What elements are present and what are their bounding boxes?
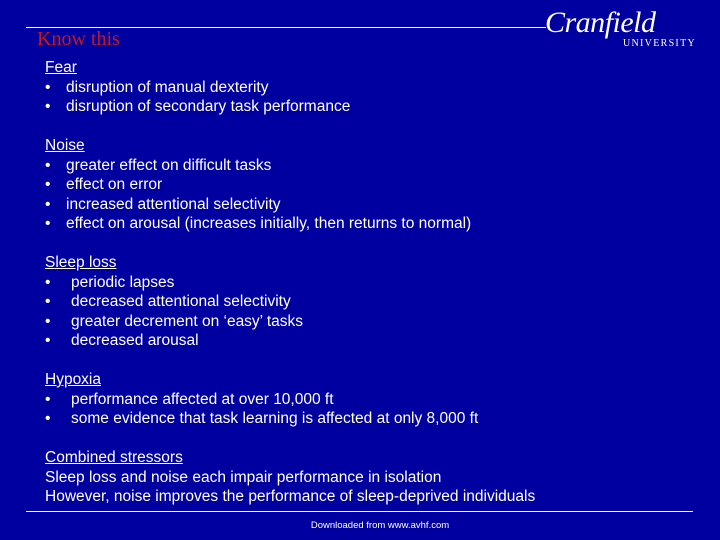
bullet: • xyxy=(45,176,51,193)
list-item xyxy=(45,390,705,410)
bullet: • xyxy=(45,390,51,408)
bullet: • xyxy=(45,273,51,291)
list-item-text: decreased arousal xyxy=(71,332,199,349)
logo-subtitle: UNIVERSITY xyxy=(623,38,696,49)
list-item xyxy=(45,292,705,312)
footer-source: Downloaded from www.avhf.com xyxy=(310,520,450,531)
bullet: • xyxy=(45,98,51,115)
list-item xyxy=(45,331,705,351)
list-item-text: decreased attentional selectivity xyxy=(71,293,291,310)
list-item xyxy=(45,312,705,332)
bullet: • xyxy=(45,410,51,427)
list-item xyxy=(45,273,705,293)
section-heading: Hypoxia xyxy=(45,371,101,388)
list-item-text: effect on arousal (increases initially, then returns to normal) xyxy=(66,215,472,232)
bullet: • xyxy=(45,215,51,232)
bullet: • xyxy=(45,293,51,310)
section-fear xyxy=(45,58,705,117)
footer-rule xyxy=(26,511,693,512)
slide-title: Know this xyxy=(37,28,120,50)
bullet: • xyxy=(45,78,51,96)
list-item xyxy=(45,156,705,176)
bullet: • xyxy=(45,195,51,213)
list-item-text: some evidence that task learning is affected at only 8,000 ft xyxy=(71,410,479,427)
list-item xyxy=(45,78,705,98)
bullet: • xyxy=(45,332,51,349)
section-sleep-loss xyxy=(45,253,705,351)
bullet: • xyxy=(45,156,51,174)
list-item xyxy=(45,195,705,215)
list-item xyxy=(45,409,705,429)
list-item-text: greater effect on difficult tasks xyxy=(66,156,272,174)
section-hypoxia xyxy=(45,370,705,429)
list-item xyxy=(45,214,705,234)
list-item-text: disruption of manual dexterity xyxy=(66,78,269,96)
list-item-text: periodic lapses xyxy=(71,273,175,291)
section-noise xyxy=(45,136,705,234)
bullet: • xyxy=(45,312,51,330)
list-item-text: disruption of secondary task performance xyxy=(66,98,351,115)
list-item xyxy=(45,175,705,195)
list-item-text: greater decrement on ‘easy’ tasks xyxy=(71,312,304,330)
section-heading: Noise xyxy=(45,137,85,154)
list-item-text: effect on error xyxy=(66,176,163,193)
combined-line: Sleep loss and noise each impair performance in isolation xyxy=(45,468,442,486)
section-heading: Combined stressors xyxy=(45,449,183,466)
list-item-text: increased attentional selectivity xyxy=(66,195,281,213)
section-heading: Sleep loss xyxy=(45,254,117,271)
slide-content xyxy=(45,58,705,526)
list-item xyxy=(45,97,705,117)
section-heading: Fear xyxy=(45,59,77,76)
cranfield-logo xyxy=(545,6,705,50)
list-item-text: performance affected at over 10,000 ft xyxy=(71,390,334,408)
combined-line: However, noise improves the performance of sleep-deprived individuals xyxy=(45,488,536,505)
logo-wordmark: Cranfield xyxy=(545,6,656,39)
section-combined-stressors xyxy=(45,448,705,507)
